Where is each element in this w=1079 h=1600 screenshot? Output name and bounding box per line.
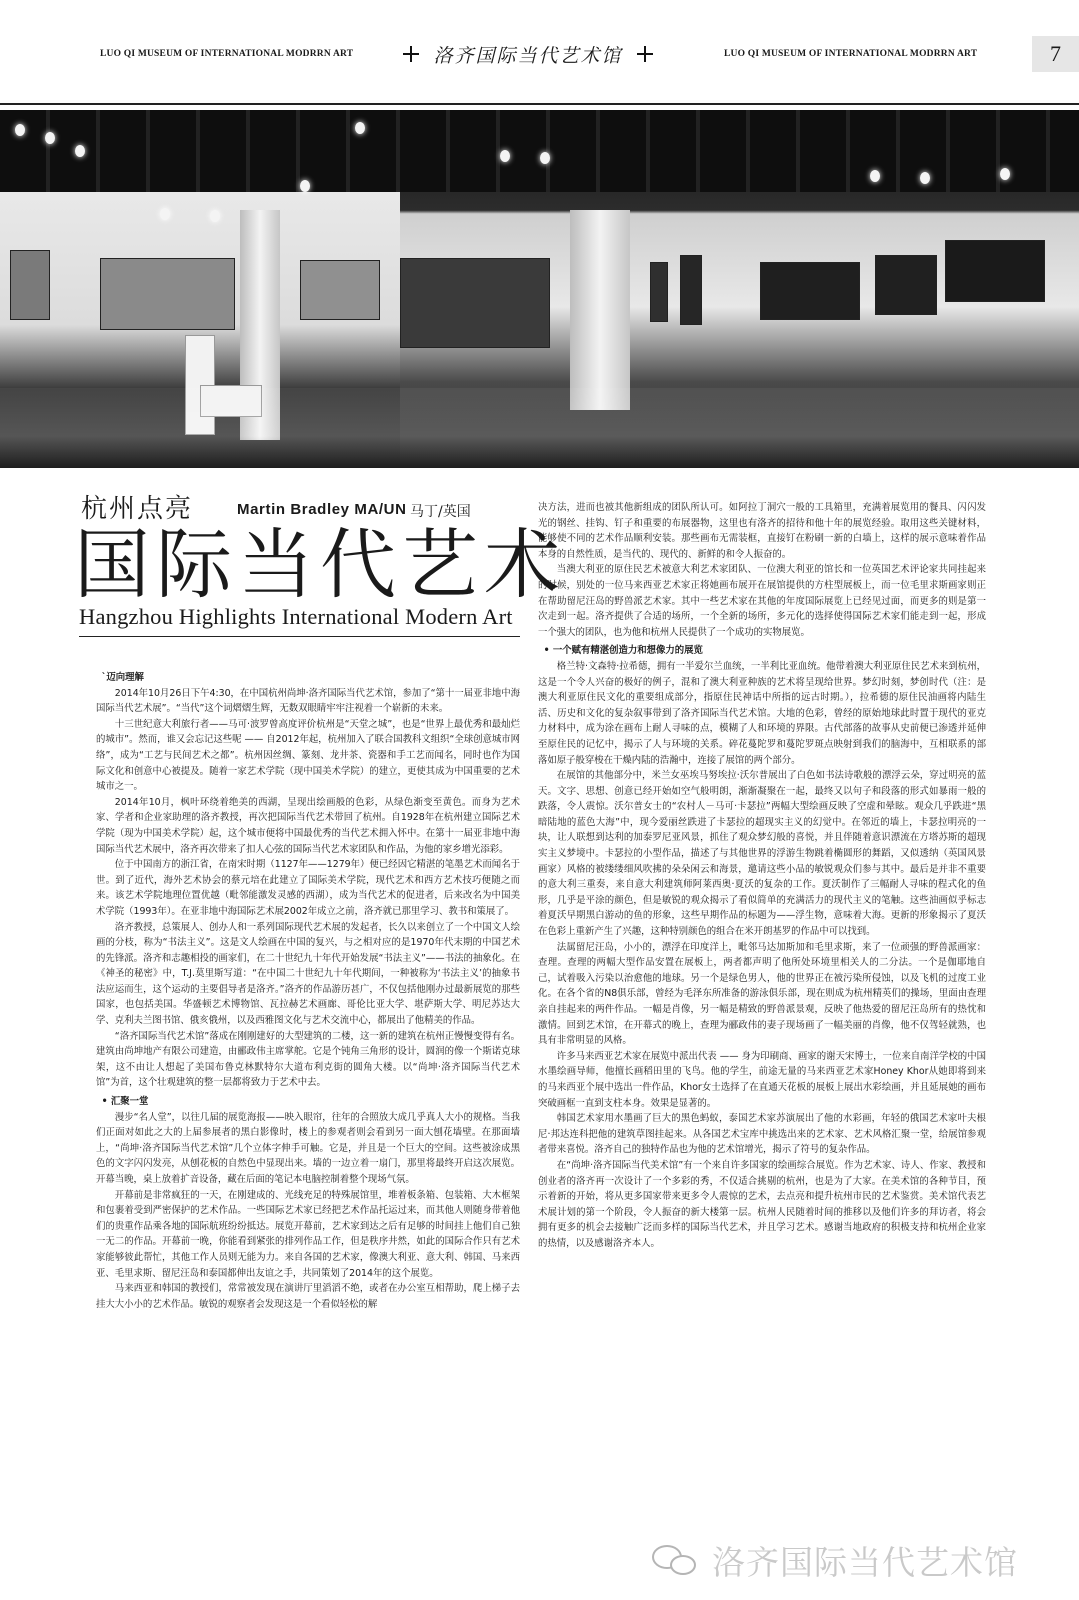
paragraph: 十三世纪意大利旅行者——马可·波罗曾高度评价杭州是“天堂之城”，也是“世界上最优秀和最灿烂的城市”。然而，谁又会忘记这些呢 —— 自2012年起，杭州加入了联合国教科文组织“全球创意城市网络”，成为“工艺与民间艺术之都”。杭州因丝绸、篆刻、龙井茶、瓷器和手工艺而闻名，同时也作为国际文化和创意中心被提及。随着一家艺术学院（现中国美术学院）的建立，更使其成为中国重要的艺术城市之一。 [96, 718, 520, 793]
article-column-left [96, 667, 520, 1312]
artwork [650, 262, 668, 322]
author-name: Martin Bradley MA/UN [237, 501, 407, 518]
artwork [100, 258, 235, 330]
header-center [378, 40, 678, 68]
gallery-photo-right [400, 110, 1079, 468]
page-number: 7 [1032, 36, 1079, 72]
paragraph: 开幕前是非常疯狂的一天，在刚建成的、光线充足的特殊展馆里，堆着板条箱、包装箱、大木框架和包裹着受到严密保护的艺术作品。一些国际艺术家已经把艺术作品托运过来，而其他人则随身带着他们的贵重作品乘各地的国际航班纷纷抵达。展览开幕前，艺术家到达之后有足够的时间挂上他们自己独一无二的作品。开幕前一晚，你能看到紧张的排列作品工作，但是秩序井然，如此的国际合作只有艺术家能够彼此帮忙，其他工作人员则无能为力。来自各国的艺术家，像澳大利亚、意大利、韩国、马来西亚、毛里求斯、留尼汪岛和泰国都伸出友谊之手，共同策划了2014年的这个展览。 [96, 1189, 520, 1279]
section-heading: `迈向理解 [101, 672, 144, 683]
artwork [10, 250, 50, 320]
artwork [760, 262, 860, 320]
paragraph: 决方法，进而也被其他新组成的团队所认可。如阿拉丁洞穴一般的工具箱里，充满着展览用的餐具、闪闪发光的钢丝、挂钩、钉子和重要的布展器物，这里也有洛齐的招待和他十年的展览经验。取用这些关键材料，能够使不同的艺术作品顺利安装。那些画布无需装框，直接钉在粉刷一新的白墙上，这样的展示意味着作品本身的自然性质，是当代的、现代的、新鲜的和令人振奋的。 [538, 502, 986, 560]
ornament-icon [637, 46, 653, 62]
paragraph: 许多马来西亚艺术家在展览中派出代表 —— 身为印刷商、画家的谢天宋博士，一位来自南洋学校的中国水墨绘画导师，他擅长画稻田里的飞鸟。他的学生，前途无量的马来西亚艺术家Honey Khor从她即将到来的马来西亚个展中选出一件作品，Khor女士选择了在直通天花板的展板上展出水彩绘画，并且延展她的画布突破画框一直到支柱本身。效果是显著的。 [538, 1050, 986, 1109]
spotlight [15, 124, 25, 136]
floor [400, 388, 1079, 468]
artwork [680, 255, 702, 325]
header-right-title: LUO QI MUSEUM OF INTERNATIONAL MODRRN ART [724, 49, 978, 59]
spotlight [500, 150, 510, 162]
spotlight [355, 122, 365, 134]
spotlight [1000, 168, 1010, 180]
title-kicker: 杭州点亮 [81, 494, 194, 524]
page-header [0, 0, 1079, 110]
spotlight [300, 180, 310, 192]
spotlight [160, 208, 170, 220]
paragraph: 在展馆的其他部分中，米兰女巫埃马努埃拉·沃尔普展出了白色如书法诗歌般的漂浮云朵，穿过明亮的蓝天。文字、思想、创意已经开始如空气般明朗，渐渐凝聚在一起，最终又以句子和段落的形式如暴雨一般的跌落，令人震惊。沃尔普女士的“农村人－马可·卡瑟拉”两幅大型绘画反映了空虚和晕眩。观众几乎跌进“黑暗陆地的蓝色大海”中，现今爱丽丝跌进了卡瑟拉的超现实主义的幻觉中。在邻近的墙上，卡瑟拉明亮的一块，让人联想到达利的加泰罗尼亚风景，抓住了观众梦幻般的喜悦，并且伴随着意识漂流在方塔苏斯的超现实主义梦境中。卡瑟拉的小型作品，描述了与其他世界的浮游生物跳着椭圆形的舞蹈，又似透纳（英国风景画家）风格的被缕缕细风吹拂的朵朵闲云和海景，邀请这些小品的敏锐观众们参与其中。最后是并非不重要的意大利三重奏，来自意大利建筑师阿莱西奥·夏沃的复杂的工作。夏沃制作了三幅耐人寻味的程式化的鱼形，几乎是平涂的颜色，但是敏锐的观众揭示了看似简单的充满活力的现代主义的笔触。这些油画似乎标志着夏沃早期黑白游动的鱼的形象，这些早期作品的标题为——浮生物，意味着大海。更新的形象揭示了夏沃在色彩上重新产生了兴趣，这种特别颜色的组合在米开朗基罗的作品中可以找到。 [538, 770, 986, 938]
pillar [570, 210, 630, 410]
paragraph: 韩国艺术家用水墨画了巨大的黑色蚂蚁，泰国艺术家苏演展出了他的水彩画，年轻的俄国艺术家叶夫根尼·邦达连科把他的建筑草图挂起来。从各国艺术宝库中挑选出来的艺术家、艺术风格汇聚一堂，给展馆参观者带来喜悦。洛齐自己的独特作品也为他的艺术馆增光，揭示了符号的复杂作品。 [538, 1113, 986, 1156]
spotlight [540, 152, 550, 164]
paragraph: 位于中国南方的浙江省，在南宋时期（1127年——1279年）便已经因它精湛的笔墨艺术而闻名于世。到了近代，海外艺术协会的蔡元培在此建立了国际美术学院，现代艺术和西方艺术技巧便随之而来。该艺术学院地理位置优越（毗邻能激发灵感的西湖），成为当代艺术的促进者，后来改名为中国美术学院（1993年）。在亚非地中海国际艺术展2002年成立之前，洛齐就已那里学习、教书和策展了。 [96, 859, 520, 917]
spotlight [210, 210, 220, 222]
artwork [875, 255, 937, 315]
paragraph: 2014年10月，枫叶环绕着绝美的西湖，呈现出绘画般的色彩，从绿色渐变至黄色。而身为艺术家、学者和企业家助理的洛齐教授，再次把国际当代艺术带回了杭州。自1928年在杭州建立国际艺术学院（现为中国美术学院）起，这个城市便将中国最优秀的当代艺术拥入怀中。在第十一届亚非地中海国际当代艺术展中，洛齐再次带来了扣人心弦的国际当代艺术家团队和作品，为他的家乡增光添彩。 [96, 796, 520, 855]
header-left-title: LUO QI MUSEUM OF INTERNATIONAL MODRRN ART [100, 49, 354, 59]
wechat-icon [652, 1541, 700, 1579]
spotlight [75, 145, 85, 157]
header-center-title: 洛齐国际当代艺术馆 [433, 44, 623, 67]
paragraph: 格兰特·文森特·拉希德，拥有一半爱尔兰血统，一半利比亚血统。他带着澳大利亚原住民艺术来到杭州，这是一个令人兴奋的极好的例子，混和了澳大利亚种族的艺术将呈现给世界。梦幻时刻，梦创时代（注：是澳大利亚原住民文化的重要组成部分，指原住民神话中所指的远古时期。），拉希德的原住民油画将内陆生活、历史和文化的复杂叙事带到了洛齐国际当代艺术馆。大地的色彩，曾经的原始地球此时置于现代的亚克力材料中，成为涂在画布上耐人寻味的点，模糊了人和环境的界限。古代部落的故事从史前便已渗透并延伸至原住民的记忆中，揭示了人与环境的关系。碎花蔓陀罗和蔓陀罗斑点映射到我们的脑海中，互相联系的部落如原子般穿梭在干燥内陆的浩瀚中，连接了展馆的两个部分。 [538, 660, 986, 766]
paragraph: 洛齐教授，总策展人、创办人和一系列国际现代艺术展的发起者，长久以来创立了一个中国文人绘画的分枝，称为“书法主义”。这是文人绘画在中国的复兴，与之相对应的是1970年代末期的中国艺术的先锋派。洛齐和志趣相投的画家们，在二十世纪九十年代开始发展“书法主义”——书法的抽象化。在《神圣的秘密》中，T.J.莫里斯写道：“在中国二十世纪九十年代期间，一种被称为‘书法主义’的抽象书法应运而生，这个运动的主要倡导者是洛齐。”洛齐的作品游历甚广，不仅包括他刚办过最新展览的那些国家，也包括美国。华盛顿艺术博物馆、瓦拉赫艺术画廊、哥伦比亚大学、堪萨斯大学、明尼苏达大学、克利夫兰图书馆、俄亥俄州，以及西雅图文化与艺术交流中心，都展出了他精美的作品。 [96, 921, 520, 1027]
paragraph: 2014年10月26日下午4:30，在中国杭州尚坤·洛齐国际当代艺术馆，参加了“第十一届亚非地中海国际当代艺术展”。“当代”这个词熠熠生辉，无数双眼睛牢牢注视着一个崭新的未来。 [96, 687, 520, 715]
paragraph: 在“尚坤·洛齐国际当代美术馆”有一个来自许多国家的绘画综合展览。作为艺术家、诗人、作家、教授和创业者的洛齐再一次设计了一个多彩的秀，不仅适合挑剔的杭州，也是为了大家。在美术馆的各种节目，预示着新的开始，将从更多国家带来更多令人震惊的艺术，去点亮和提升杭州市民的艺术鉴赏。美术馆代表艺术展计划的第一个阶段，令人振奋的新大楼第一层。杭州人民随着时间的推移以及他们许多的拜访者，将会拥有更多的机会去接触广泛而多样的国际当代艺术，并且学习艺术。感谢当地政府的积极支持和杭州企业家的热情，以及感谢洛齐本人。 [538, 1159, 986, 1249]
spotlight [870, 170, 880, 182]
spotlight [45, 132, 55, 144]
watermark-text: 洛齐国际当代艺术馆 [712, 1542, 1018, 1582]
author-name-cn: 马丁/英国 [410, 504, 471, 520]
artwork [945, 240, 1045, 302]
section-heading: • 一个赋有精湛创造力和想像力的展览 [543, 645, 703, 657]
floor [0, 388, 400, 468]
paragraph: 马来西亚和韩国的教授们，常常被发现在演讲厅里滔滔不绝，或者在办公室互相帮助，爬上梯子去挂大大小小的艺术作品。敏锐的观察者会发现这是一个看似轻松的解 [96, 1283, 520, 1310]
english-title: Hangzhou Highlights International Modern Art [79, 604, 513, 629]
title-underline [79, 636, 520, 637]
paragraph: “洛齐国际当代艺术馆”落成在刚刚建好的大型建筑的二楼，这一新的建筑在杭州正慢慢变得有名。建筑由尚坤地产有限公司建造，由郦政伟主席掌舵。它是个钝角三角形的设计，圆润的像一个斯诺克球架，这不由让人想起了美国布鲁克林默特尔大道布利克街的圆角大楼。以“尚坤·洛齐国际当代艺术馆”为首，这个壮观建筑的整一层都将致力于艺术中去。 [96, 1030, 520, 1089]
section-heading: • 汇聚一堂 [101, 1096, 149, 1108]
paragraph: 当澳大利亚的原住民艺术被意大利艺术家团队、一位澳大利亚的馆长和一位英国艺术评论家共同挂起来的时候，别处的一位马来西亚艺术家正将她画布展开在展馆提供的方柱型展板上，而一位毛里求斯画家则正在帮助留尼汪岛的野兽派艺术家。其中一些艺术家在其他的年度国际展览上已经见过面，而更多的则是第一次走到一起。洛齐提供了合适的场所，一个全新的场所，多元化的选择使得国际艺术家们能走到一起，形成一个强大的团队，也为他和杭州人民提供了一个成功的实物展览。 [538, 564, 986, 638]
ceiling-grid [0, 110, 400, 192]
artwork [400, 258, 550, 348]
ornament-icon [403, 46, 419, 62]
spotlight [920, 172, 930, 184]
gallery-photo-left [0, 110, 400, 468]
artwork [300, 260, 380, 320]
article-column-right [538, 500, 986, 1252]
main-title: 国际当代艺术 [74, 520, 566, 609]
header-divider [0, 103, 1079, 105]
paragraph: 漫步“名人堂”，以往几届的展览海报——映入眼帘，往年的合照放大成几乎真人大小的规格。当我们正面对如此之大的上届参展者的黑白影像时，楼上的参观者则会看到另一面大刨花墙壁。在那面墙上，“尚坤·洛齐国际当代艺术馆”几个立体字伸手可触。它是，并且是一个巨大的空间。这些被涂成黑色的文字闪闪发亮，从刨花板的自然色中显现出来。墙的一边立着一扇门，那里将最终开启这次展览。开幕当晚，桌上放着扩音设备，藏在后面的笔记本电脑控制着整个现场气氛。 [96, 1111, 520, 1185]
wechat-watermark [652, 1538, 1032, 1582]
paragraph: 法属留尼汪岛，小小的，漂浮在印度洋上，毗邻马达加斯加和毛里求斯，来了一位顽强的野兽派画家：查理。查理的两幅大型作品安置在展板上，两者都声明了他所处环境里相关人的二分法。一个是伽耶地自己，试着吸入污染以治愈他的地球。另一个是绿色男人，他的世界正在被污染所侵蚀，以及飞机的过度工业化。在各个省的N8俱乐部，曾经为毛泽东所准备的游泳俱乐部，现在则成为杭州精英们的操场，里面由查理亲自挂起来的两件作品。一幅是肖像，另一幅是精致的野兽派景观，反映了他热爱的留尼汪岛所有的热忱和激情。回到艺术馆，在开幕式的晚上，查理为郦政伟的妻子现场画了一幅美丽的肖像，他不仅驾轻就熟，也具有非常明显的风格。 [538, 941, 986, 1047]
